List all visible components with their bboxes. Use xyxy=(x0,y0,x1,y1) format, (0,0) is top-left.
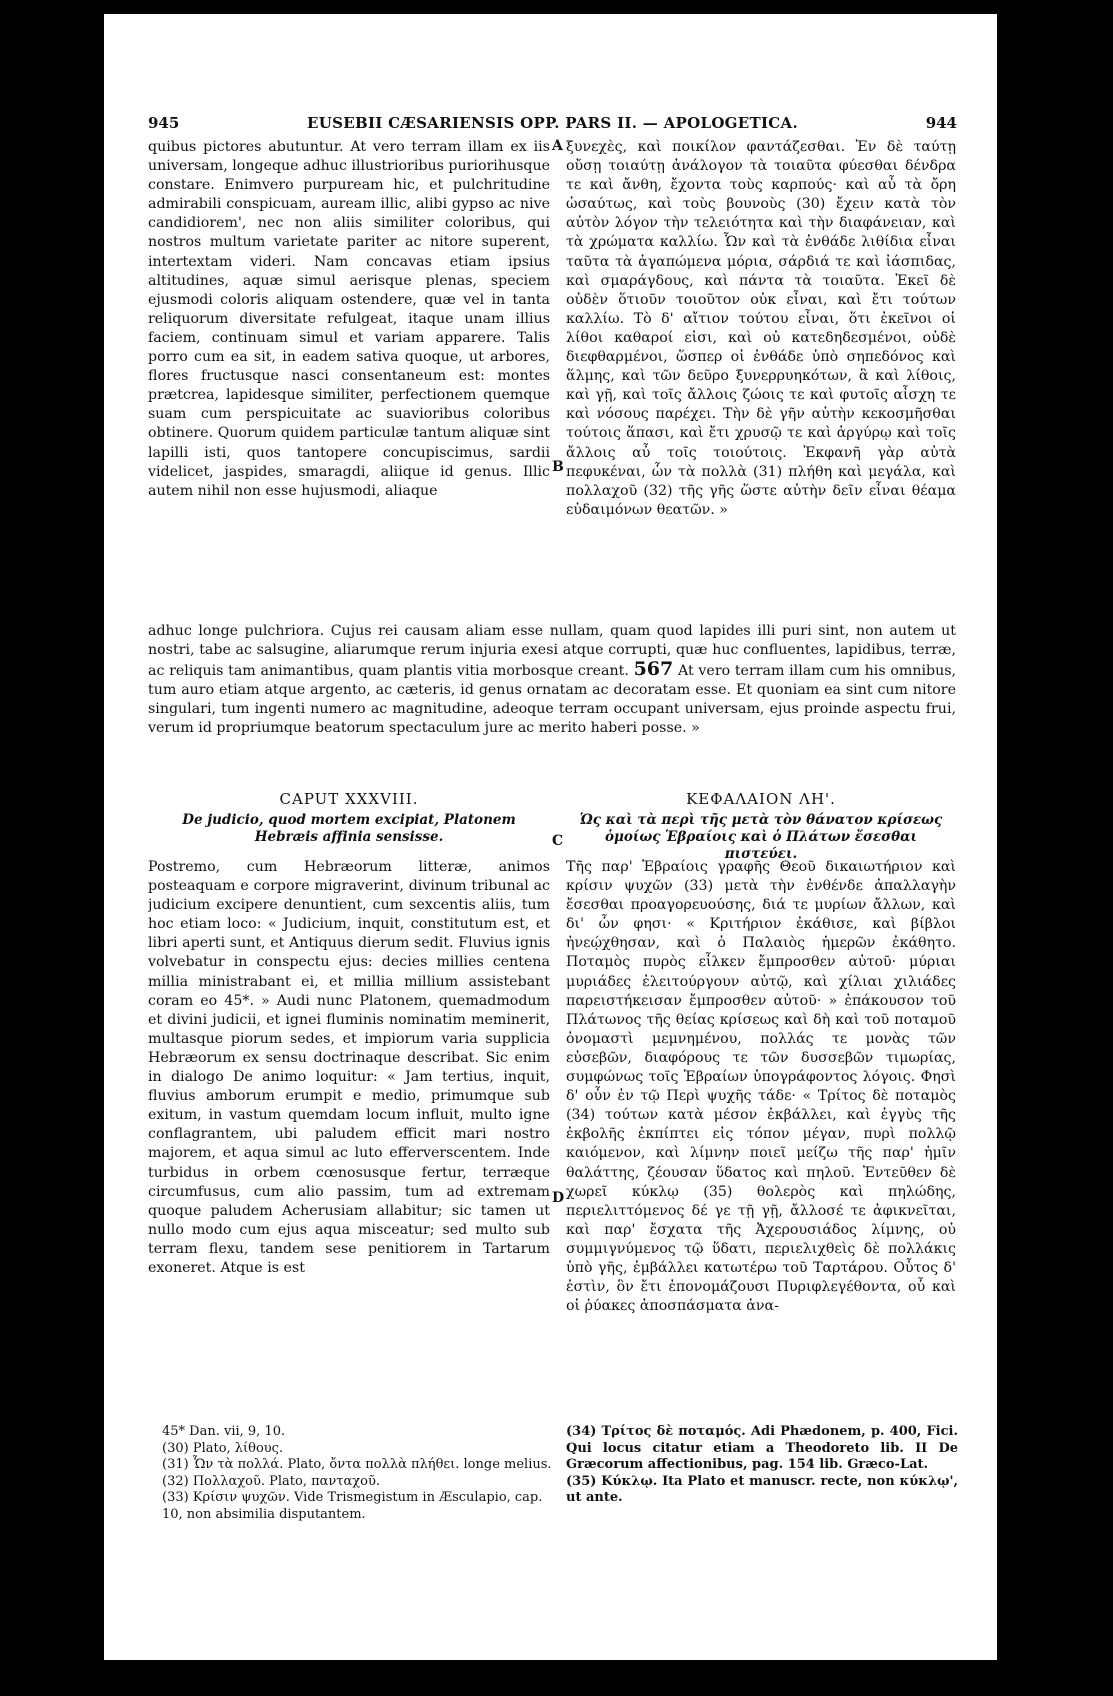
chapter-title-latin: CAPUT XXXVIII. xyxy=(279,790,419,808)
margin-letter-d: D xyxy=(552,1190,565,1206)
latin-column-top xyxy=(148,138,550,618)
greek-column-top xyxy=(566,138,956,618)
margin-letter-b: B xyxy=(552,459,564,475)
greek-column-bottom xyxy=(566,858,956,1438)
full-width-text-after: At vero terram illam cum his omnibus, tum auro etiam atque argento, ac cæteris, id genus ornatam ac decoratam esse. Et quoniam ea sint cum nitore singulari, tum ingenti numero ac magnitudine, adeoque terram occupant universam, ejus proinde aspectu frui, verum id propriumque beatorum spectaculum jure ac merito haberi posse. » xyxy=(148,663,956,737)
footnotes-right xyxy=(566,1424,958,1507)
full-width-text-before: adhuc longe pulchriora. Cujus rei causam aliam esse nullam, quam quod lapides illi puri sint, non autem ut nostri, tabe ac salsugine, aliarumque rerum injuria exesi atque corrupti, quæ huc confluentes, lapidibus, terræ, ac reliquis tam animantibus, quam plantis vitia morbosque creant. xyxy=(148,623,956,680)
running-header xyxy=(148,114,957,136)
footnote: (31) Ὧν τὰ πολλά. Plato, ὄντα πολλὰ πλήθει. longe melius. xyxy=(162,1457,552,1472)
footnote: (34) Τρίτος δὲ ποταμός. Adi Phædonem, p. 400, Fici. Qui locus citatur etiam a Theodoreto lib. II De Græcorum affectionibus, pag. 154 lib. Græco-Lat. xyxy=(566,1424,958,1472)
greek-paragraph-bottom: Τῆς παρ' Ἑβραίοις γραφῆς Θεοῦ δικαιωτήριον καὶ κρίσιν ψυχῶν (33) μετὰ τὴν ἐνθένδε ἀπαλλαγὴν ἔσεσθαι προαγορευούσης, διά τε μυρίων ἄλλων, καὶ δι' ὧν φησι· « Κριτήριον ἐκάθισε, καὶ βίβλοι ἠνεῴχθησαν, καὶ ὁ Παλαιὸς ἡμερῶν ἐκάθητο. Ποταμὸς πυρὸς εἷλκεν ἔμπροσθεν αὐτοῦ· μύριαι μυριάδες ἐλειτούργουν αὐτῷ, καὶ χίλιαι χιλιάδες παρειστήκεισαν ἔμπροσθεν αὐτοῦ· » ἐπάκουσον τοῦ Πλάτωνος τῆς θείας κρίσεως καὶ δὴ καὶ τοῦ ποταμοῦ ὀνομαστὶ μεμνημένου, πολλάς τε μονὰς τῶν εὐσεβῶν, διαφόρους τε τῶν δυσσεβῶν τιμωρίας, συμφώνως τοῖς Ἑβραίων ὑπογράφοντος λόγοις. Φησὶ δ' οὖν ἐν τῷ Περὶ ψυχῆς τάδε· « Τρίτος δὲ ποταμὸς (34) τούτων κατὰ μέσον ἐκβάλλει, καὶ ἐγγὺς τῆς ἐκβολῆς ἐκπίπτει εἰς τόπον μέγαν, πυρὶ πολλῷ καιόμενον, καὶ λίμνην ποιεῖ μείζω τῆς παρ' ἡμῖν θαλάττης, ζέουσαν ὕδατος καὶ πηλοῦ. Ἐντεῦθεν δὲ χωρεῖ κύκλῳ (35) θολερὸς καὶ πηλώδης, περιελιττόμενος δέ γε τῇ γῇ, ἄλλοσέ τε ἀφικνεῖται, καὶ παρ' ἔσχατα τῆς Ἀχερουσιάδος λίμνης, οὐ συμμιγνύμενος τῷ ὕδατι, περιελιχθεὶς δὲ πολλάκις ὑπὸ γῆς, ἐμβάλλει κατωτέρω τοῦ Ταρτάρου. Οὗτος δ' ἐστὶν, ὃν ἔτι ἐπονομάζουσι Πυριφλεγέθοντα, οὗ καὶ οἱ ῥύακες ἀποσπάσματα ἀνα- xyxy=(566,859,956,1315)
chapter-title-greek: ΚΕΦΑΛΑΙΟΝ ΛΗ'. xyxy=(686,790,836,808)
running-title: EUSEBII CÆSARIENSIS OPP. PARS II. — APOLOGETICA. xyxy=(306,114,798,132)
footnote: (30) Plato, λίθους. xyxy=(162,1440,284,1456)
chapter-subtitle-greek: Ὡς καὶ τὰ περὶ τῆς μετὰ τὸν θάνατον κρίσεως ὁμοίως Ἑβραίοις καὶ ὁ Πλάτων ἔσεσθαι πιστεύει. xyxy=(579,812,943,862)
full-width-passage xyxy=(148,622,956,782)
page-number-left: 945 xyxy=(148,114,180,132)
footnote: (33) Κρίσιν ψυχῶν. Vide Trismegistum in Æsculapio, cap. 10, non absimilia disputantem. xyxy=(162,1490,543,1522)
latin-column-bottom xyxy=(148,858,550,1438)
margin-letter-a: A xyxy=(552,138,563,154)
book-page xyxy=(104,14,997,1660)
latin-paragraph-top: quibus pictores abutuntur. At vero terram illam ex iis universam, longeque adhuc illustrioribus puriorihusque constare. Enimvero purpuream hic, et pulchritudine admirabili conspicuam, auream illic, alibi gypso ac nive candidiorem', nec non aliis similiter coloribus, qui nostros multum varietate pariter ac nitore superent, intertextam videri. Nam concavas etiam ipsius altitudines, aquæ simul aerisque plenas, speciem ejusmodi coloris aliquam ostendere, quæ vel in tanta reliquorum diversitate refulgeat, itaque unam illius faciem, continuam simul et variam apparere. Talis porro cum ea sit, in eadem sativa quoque, ut arbores, flores fructusque nasci consentaneum est: montes prætcrea, lapidesque similiter, perfectionem quemque suam cum perspicuitate ac suavioribus coloribus obtinere. Quorum quidem particulæ tantum aliquæ sint lapilli isti, quos tantopere concupiscimus, sardii videlicet, jaspides, smaragdi, aliique id genus. Illic autem nihil non esse hujusmodi, aliaque xyxy=(148,139,550,499)
page-number-right: 944 xyxy=(925,114,957,132)
footnotes-left xyxy=(162,1424,552,1523)
latin-paragraph-bottom: Postremo, cum Hebræorum litteræ, animos posteaquam e corpore migraverint, divinum tribunal ac judicium excipere denuntient, cum sexcentis aliis, tum hoc etiam loco: « Judicium, inquit, constitutum est, et libri aperti sunt, et Antiquus dierum sedit. Fluvius ignis volvebatur in conspectu ejus: decies millies centena millia ministrabant ei, et millia millium assistebant coram eo 45*. » Audi nunc Platonem, quemadmodum et divini judicii, et ignei fluminis nominatim meminerit, multasque piorum sedes, et impiorum varia supplicia Hebræorum ex sensu doctrinaque describat. Sic enim in dialogo De animo loquitur: « Jam tertius, inquit, fluvius amborum erumpit e medio, primumque sub exitum, in vastum quemdam locum influit, multo igne conflagrantem, ubi paludem efficit mari nostro majorem, et aqua simul ac luto efferverscentem. Inde turbidus in orbem cœnosusque fertur, terræque circumfusus, cum alio passim, tum ad extremam quoque paludem Acherusiam allabitur; sic tamen ut nullo modo cum ejus aqua misceatur; sed multo sub terram flexu, tandem sese penitiorem in Tartarum exoneret. Atque is est xyxy=(148,859,550,1276)
footnote: 45* Dan. vii, 9, 10. xyxy=(162,1424,286,1439)
footnote: (32) Πολλαχοῦ. Plato, πανταχοῦ. xyxy=(162,1473,381,1489)
page-marker: 567 xyxy=(633,658,674,681)
footnote: (35) Κύκλῳ. Ita Plato et manuscr. recte, non κύκλῳ', ut ante. xyxy=(566,1473,958,1505)
margin-letter-c: C xyxy=(552,833,564,849)
greek-paragraph-top: ξυνεχὲς, καὶ ποικίλον φαντάζεσθαι. Ἐν δὲ ταύτῃ οὔσῃ τοιαύτῃ ἀνάλογον τὰ τοιαῦτα φύεσθαι δένδρα τε καὶ ἄνθη, ἔχοντα τοὺς καρπούς· καὶ αὖ τὰ ὄρη ὡσαύτως, καὶ τοὺς βουνοὺς (30) ἔχειν κατὰ τὸν αὐτὸν λόγον τὴν τελειότητα καὶ τὴν διαφάνειαν, καὶ τὰ χρώματα καλλίω. Ὧν καὶ τὰ ἐνθάδε λιθίδια εἶναι ταῦτα τὰ ἀγαπώμενα μόρια, σάρδιά τε καὶ ἰάσπιδας, καὶ σμαράγδους, καὶ πάντα τὰ τοιαῦτα. Ἐκεῖ δὲ οὐδὲν ὅτιοῦν τοιοῦτον οὐκ εἶναι, καὶ ἔτι τούτων καλλίω. Τὸ δ' αἴτιον τούτου εἶναι, ὅτι ἐκεῖνοι οἱ λίθοι καθαροί εἰσι, καὶ οὐ κατεδηδεσμένοι, οὐδὲ διεφθαρμένοι, ὥσπερ οἱ ἐνθάδε ὑπὸ σηπεδόνος καὶ ἅλμης, καὶ τῶν δεῦρο ξυνερρυηκότων, ἃ καὶ λίθοις, καὶ γῇ, καὶ τοῖς ἄλλοις ζώοις τε καὶ φυτοῖς αἶσχη τε καὶ νόσους παρέχει. Τὴν δὲ γῆν αὐτὴν κεκοσμῆσθαι τούτοις ἅπασι, καὶ ἔτι χρυσῷ τε καὶ ἀργύρῳ καὶ τοῖς ἄλλοις αὖ τοῖς τοιούτοις. Ἐκφανῆ γὰρ αὐτὰ πεφυκέναι, ὧν τὰ πολλὰ (31) πλήθη καὶ μεγάλα, καὶ πολλαχοῦ (32) τῆς γῆς ὥστε αὐτὴν δεῖν εἶναι θέαμα εὐδαιμόνων θεατῶν. » xyxy=(566,139,956,518)
chapter-subtitle-latin: De judicio, quod mortem excipiat, Platonem Hebræis affinia sensisse. xyxy=(182,812,516,845)
